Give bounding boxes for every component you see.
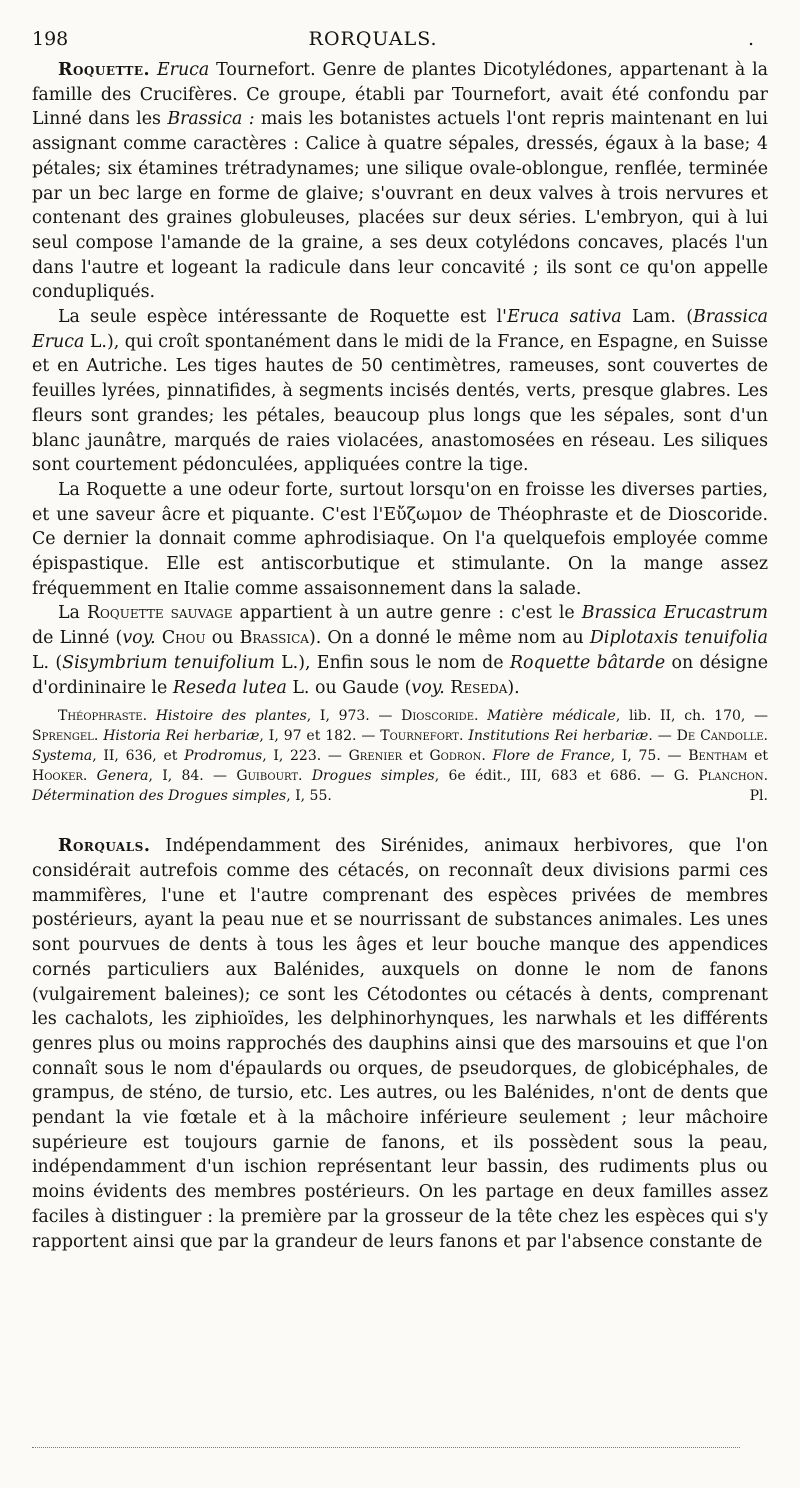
ref-text: , lib. II, ch. 170, —: [615, 708, 769, 725]
ref-text: [87, 768, 96, 784]
running-header: [32, 28, 768, 58]
text-run: ). On a donné le même nom au: [308, 628, 590, 649]
ref-author: Guibourt.: [236, 768, 303, 785]
ref-text: et: [402, 748, 430, 765]
text-run: on désigne d'ordininaire le: [32, 652, 768, 698]
roquette-entry-paragraph: [32, 58, 768, 305]
roquette-sauvage-paragraph: [32, 601, 768, 700]
ref-title: Prodromus: [184, 748, 263, 765]
ref-text: , 6e édit., III, 683 et 686. —: [434, 768, 674, 785]
running-title: RORQUALS.: [308, 28, 438, 50]
text-run: La Roquette a une odeur forte, surtout lorsqu'on en froisse les diverses parties, et une saveur âcre et piquante. C'est l': [32, 479, 768, 525]
text-run: mais les botanistes actuels l'ont repris maintenant en lui assignant comme caractères : Calice à quatre sépales, dressés, égaux à la base; 4 pétales; six étamines trétradynames; une silique ovale-oblongue, renflée, terminée par un bec large en forme de glaive; s'ouvrant en deux valves à trois nervures et contenant des graines globuleuses, placées sur deux séries. L'embryon, qui à lui seul compose l'amande de la graine, a ses deux cotylédons concaves, placés l'un dans l'autre et logeant la radicule dans leur concavité ; ils sont ce qu'on appelle condupliqués.: [32, 109, 768, 303]
italic-term: Eruca sativa: [506, 307, 622, 328]
italic-term: Diplotaxis tenuifolia: [589, 628, 768, 649]
ref-author: Godron.: [429, 748, 486, 765]
cross-reference: Chou: [161, 628, 206, 649]
ref-author: Tournefort.: [380, 728, 464, 745]
headword-rorquals: Rorquals.: [58, 836, 151, 857]
italic-term: Sisymbrium tenuifolium: [62, 652, 275, 673]
ref-title: Systema: [32, 748, 93, 765]
text-run: ).: [507, 677, 520, 698]
ref-text: , I, 84. —: [148, 768, 237, 785]
ref-title: Histoire des plantes: [155, 708, 307, 725]
italic-term: voy.: [411, 677, 445, 698]
text-run: Tournefort. Genre de plantes Dicotylédones, appartenant à la famille des Crucifères. Ce groupe, établi par Tournefort, avait été confondu par Linné dans les: [32, 60, 768, 130]
text-run: L.), Enfin sous le nom de: [274, 652, 510, 673]
ref-text: , I, 973. —: [306, 708, 402, 725]
ref-text: , I, 97 et 182. —: [259, 728, 381, 745]
text-run: La seule espèce intéressante de Roquette est l': [58, 307, 507, 328]
text-run: de Linné (: [32, 628, 123, 649]
italic-term: Reseda lutea: [172, 677, 287, 698]
small-caps-term: Roquette sauvage: [86, 603, 233, 624]
ref-author: Dioscoride.: [401, 708, 479, 725]
text-run: de Théophraste et de Dioscoride. Ce dernier la donnait comme aphrodisiaque. On l'a quelquefois employée comme épispastique. Elle est antiscorbutique et stimulante. On la mange assez fréquemment en Italie comme assaisonnement dans la salade.: [32, 504, 768, 599]
ref-title: Détermination des Drogues simples: [32, 788, 287, 805]
ref-author: Sprengel.: [32, 728, 99, 745]
document-page: [32, 28, 768, 1254]
italic-term: Roquette bâtarde: [509, 652, 666, 673]
italic-term: voy.: [122, 628, 156, 649]
italic-term: Brassica Eruca: [32, 307, 768, 352]
ref-text: . —: [648, 728, 677, 745]
text-run: Indépendamment des Sirénides, animaux herbivores, que l'on considérait autrefois comme des cétacés, on reconnaît deux divisions parmi ces mammifères, l'une et l'autre comprenant des espèces privées de membres postérieurs, ayant la peau nue et se nourrissant de substances animales. Les unes sont pourvues de dents à tous les âges et leur bouche manque des appendices cornés particuliers aux Balénides, auxquels on donne le nom de fanons (vulgairement baleines); ce sont les Cétodontes ou cétacés à dents, comprenant les cachalots, les ziphioïdes, les delphinorhynques, les narwhals et les différents genres plus ou moins rapprochés des dauphins ainsi que des marsouins et que l'on connaît sous le nom d'épaulards ou orques, de pseudorques, de globicéphales, de grampus, de sténo, de tursio, etc. Les autres, ou les Balénides, n'ont de dents que pendant la vie fœtale et à la mâchoire inférieure seulement ; leur mâchoire supérieure est toujours garnie de fanons, et ils possèdent sous la peau, indépendamment d'un ischion représentant leur bassin, des rudiments plus ou moins évidents des membres postérieurs. On les partage en deux familles assez faciles à distinguer : la première par la grosseur de la tête chez les espèces qui s'y rapportent ainsi que par la grandeur de leurs fanons et par l'absence constante de: [32, 836, 768, 1252]
cross-reference: Brassica: [239, 628, 309, 649]
ref-title: Matière médicale: [487, 708, 616, 725]
ref-author: De Candolle.: [676, 728, 768, 745]
ref-title: Historia Rei herbariæ: [103, 728, 260, 745]
ref-text: , I, 223. —: [262, 748, 349, 765]
ref-text: , I, 75. —: [610, 748, 689, 765]
ref-text: [478, 708, 487, 724]
ref-text: et: [747, 748, 769, 765]
text-run: L.), qui croît spontanément dans le midi de la France, en Espagne, en Suisse et en Autriche. Les tiges hautes de 50 centimètres, rameuses, sont couvertes de feuilles lyrées, pinnatifides, à segments incisés dentés, verts, presque glabres. Les fleurs sont grandes; les pétales, beaucoup plus longs que les sépales, sont d'un blanc jaunâtre, marqués de raies violacées, anastomosées en réseau. Les siliques sont courtement pédonculées, appliquées contre la tige.: [32, 331, 768, 476]
cross-reference: Reseda: [450, 677, 508, 698]
ref-author: G. Planchon.: [673, 768, 769, 785]
text-run: appartient à un autre genre : c'est le: [232, 603, 582, 624]
text-run: L. ou Gaude (: [286, 677, 412, 698]
author-initials: Pl.: [749, 788, 768, 805]
greek-term: Εὔζωμον: [383, 504, 463, 525]
header-mark: .: [748, 28, 755, 50]
ref-author: Hooker.: [32, 768, 88, 785]
text-run: Lam. (: [621, 307, 694, 328]
italic-term: Eruca: [156, 60, 210, 80]
ref-author: Grenier: [348, 748, 403, 765]
rorquals-entry-paragraph: [32, 834, 768, 1254]
footer-dotted-rule: [32, 1447, 740, 1448]
text-run: L. (: [32, 652, 63, 673]
ref-text: [486, 748, 493, 764]
ref-text: , I, 55.: [286, 788, 332, 805]
roquette-species-paragraph: [32, 305, 768, 478]
ref-title: Institutions Rei herbariæ: [468, 728, 649, 745]
ref-title: Flore de France: [492, 748, 611, 765]
ref-author: Bentham: [688, 748, 748, 765]
headword-roquette: Roquette.: [58, 60, 151, 80]
ref-title: Drogues simples: [311, 768, 435, 785]
ref-text: [303, 768, 312, 784]
text-run: La: [58, 603, 87, 624]
ref-text: , II, 636, et: [92, 748, 185, 765]
roquette-properties-paragraph: [32, 478, 768, 602]
ref-text: [147, 708, 156, 724]
italic-term: Brassica Erucastrum: [581, 603, 768, 624]
bibliography-references: [32, 706, 768, 806]
entry-separator: [32, 806, 768, 834]
ref-author: Théophraste.: [58, 708, 148, 725]
ref-title: Genera: [96, 768, 149, 785]
italic-term: Brassica :: [167, 109, 255, 130]
text-run: ou: [205, 628, 240, 649]
page-number: 198: [32, 28, 69, 50]
